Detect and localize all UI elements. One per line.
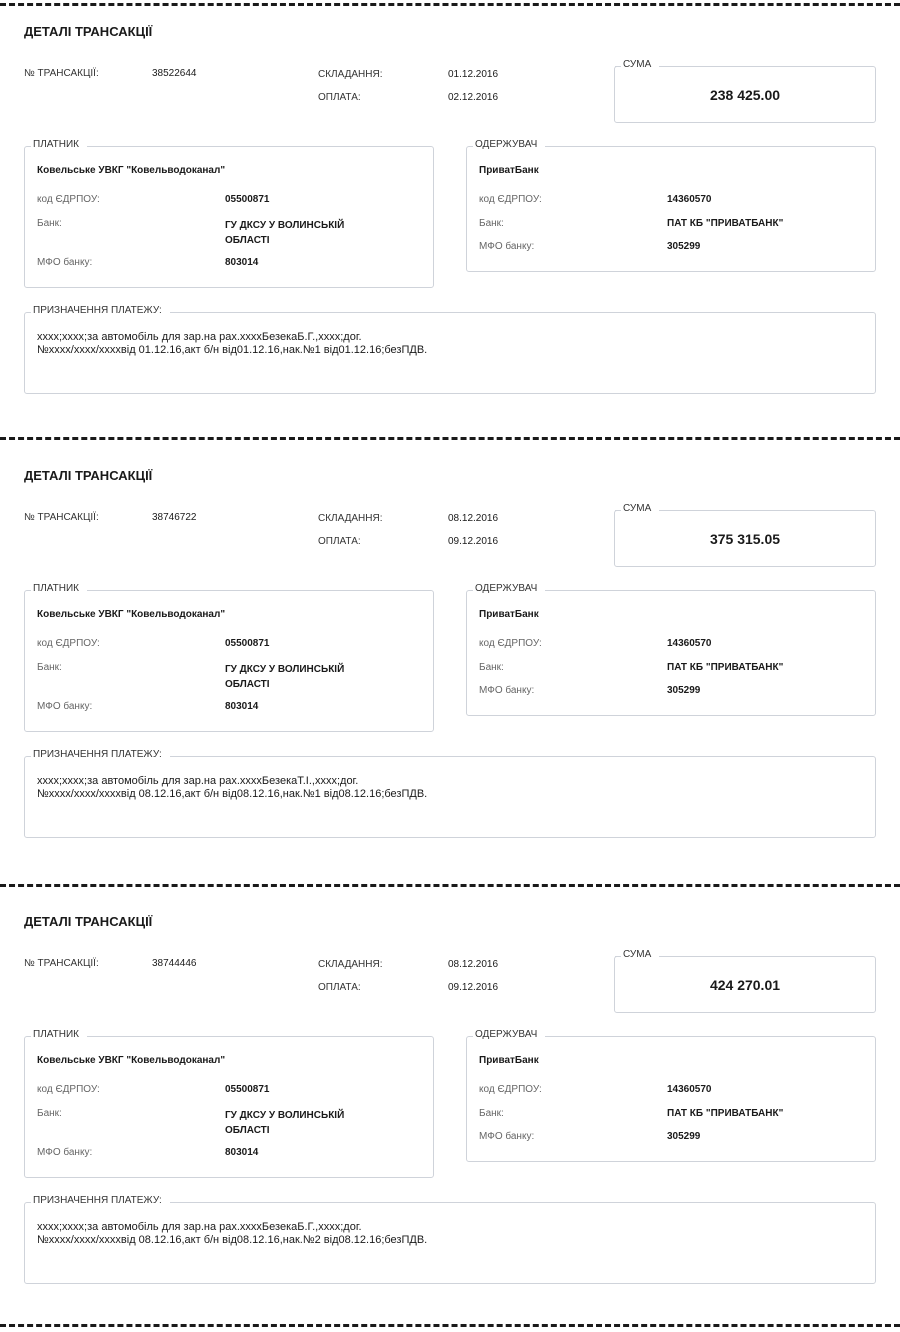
transaction-details-1 bbox=[0, 0, 900, 420]
purpose-text: xxxx;xxxx;за автомобіль для зар.на рах.xxxxБезекаБ.Г.,xxxx;дог. №xxxx/xxxx/xxxxвід 01.12.16,акт б/н від01.12.16,нак.№1 від01.12.16;безПДВ. bbox=[37, 331, 428, 356]
payer-edrpou: 05500871 bbox=[225, 638, 270, 649]
purpose-text: xxxx;xxxx;за автомобіль для зар.на рах.xxxxБезекаТ.І.,xxxx;дог. №xxxx/xxxx/xxxxвід 08.12.16,акт б/н від08.12.16,нак.№1 від08.12.16;безПДВ. bbox=[37, 775, 428, 800]
recipient-label: ОДЕРЖУВАЧ bbox=[473, 139, 545, 150]
created-label: СКЛАДАННЯ: bbox=[318, 513, 383, 524]
purpose-box bbox=[24, 1195, 876, 1284]
transaction-number-label: № ТРАНСАКЦІЇ: bbox=[24, 958, 99, 969]
transaction-title: ДЕТАЛІ ТРАНСАКЦІЇ bbox=[24, 914, 153, 929]
recipient-name: ПриватБанк bbox=[479, 1055, 539, 1066]
created-date: 08.12.2016 bbox=[448, 959, 499, 970]
paid-label: ОПЛАТА: bbox=[318, 536, 361, 547]
created-date: 08.12.2016 bbox=[448, 513, 499, 524]
purpose-text: xxxx;xxxx;за автомобіль для зар.на рах.xxxxБезекаБ.Г.,xxxx;дог. №xxxx/xxxx/xxxxвід 08.12.16,акт б/н від08.12.16,нак.№2 від08.12.16;безПДВ. bbox=[37, 1221, 428, 1246]
recipient-bank: ПАТ КБ "ПРИВАТБАНК" bbox=[667, 218, 784, 229]
recipient-mfo: 305299 bbox=[667, 241, 701, 252]
payer-edrpou: 05500871 bbox=[225, 1084, 270, 1095]
recipient-edrpou-label: код ЄДРПОУ: bbox=[479, 638, 542, 649]
amount-label: СУМА bbox=[621, 59, 659, 70]
created-label: СКЛАДАННЯ: bbox=[318, 69, 383, 80]
recipient-name: ПриватБанк bbox=[479, 609, 539, 620]
payer-bank: ГУ ДКСУ У ВОЛИНСЬКІЙ ОБЛАСТІ bbox=[225, 1110, 345, 1136]
amount-box bbox=[614, 949, 876, 1013]
payer-box bbox=[24, 583, 434, 732]
separator-dashed bbox=[0, 1324, 900, 1327]
purpose-label: ПРИЗНАЧЕННЯ ПЛАТЕЖУ: bbox=[31, 305, 170, 316]
recipient-mfo-label: МФО банку: bbox=[479, 685, 535, 696]
created-label: СКЛАДАННЯ: bbox=[318, 959, 383, 970]
paid-date: 02.12.2016 bbox=[448, 92, 499, 103]
recipient-mfo-label: МФО банку: bbox=[479, 1131, 535, 1142]
payer-label: ПЛАТНИК bbox=[31, 583, 87, 594]
transaction-number: 38746722 bbox=[152, 512, 197, 523]
transaction-details-2 bbox=[0, 444, 900, 864]
transaction-details-3 bbox=[0, 890, 900, 1310]
amount-label: СУМА bbox=[621, 949, 659, 960]
payer-name: Ковельське УВКГ "Ковельводоканал" bbox=[37, 1055, 226, 1066]
paid-date: 09.12.2016 bbox=[448, 982, 499, 993]
transaction-title: ДЕТАЛІ ТРАНСАКЦІЇ bbox=[24, 24, 153, 39]
purpose-box bbox=[24, 305, 876, 394]
paid-label: ОПЛАТА: bbox=[318, 92, 361, 103]
transaction-number-label: № ТРАНСАКЦІЇ: bbox=[24, 512, 99, 523]
recipient-edrpou: 14360570 bbox=[667, 194, 712, 205]
recipient-bank-label: Банк: bbox=[479, 662, 504, 673]
amount-label: СУМА bbox=[621, 503, 659, 514]
separator-dashed bbox=[0, 884, 900, 887]
recipient-bank-label: Банк: bbox=[479, 1108, 504, 1119]
recipient-mfo-label: МФО банку: bbox=[479, 241, 535, 252]
created-date: 01.12.2016 bbox=[448, 69, 499, 80]
payer-mfo-label: МФО банку: bbox=[37, 701, 93, 712]
payer-bank: ГУ ДКСУ У ВОЛИНСЬКІЙ ОБЛАСТІ bbox=[225, 220, 345, 246]
recipient-bank: ПАТ КБ "ПРИВАТБАНК" bbox=[667, 1108, 784, 1119]
transaction-number: 38744446 bbox=[152, 958, 197, 969]
payer-label: ПЛАТНИК bbox=[31, 1029, 87, 1040]
payer-box bbox=[24, 1029, 434, 1178]
amount-value: 424 270.01 bbox=[709, 977, 781, 993]
payer-bank-label: Банк: bbox=[37, 218, 62, 229]
purpose-label: ПРИЗНАЧЕННЯ ПЛАТЕЖУ: bbox=[31, 749, 170, 760]
payer-mfo: 803014 bbox=[225, 701, 259, 712]
separator-dashed bbox=[0, 437, 900, 440]
payer-bank: ГУ ДКСУ У ВОЛИНСЬКІЙ ОБЛАСТІ bbox=[225, 664, 345, 690]
transaction-number-label: № ТРАНСАКЦІЇ: bbox=[24, 68, 99, 79]
amount-value: 375 315.05 bbox=[709, 531, 781, 547]
recipient-bank-label: Банк: bbox=[479, 218, 504, 229]
recipient-edrpou-label: код ЄДРПОУ: bbox=[479, 1084, 542, 1095]
recipient-edrpou: 14360570 bbox=[667, 1084, 712, 1095]
recipient-box bbox=[466, 139, 876, 272]
paid-date: 09.12.2016 bbox=[448, 536, 499, 547]
payer-bank-label: Банк: bbox=[37, 1108, 62, 1119]
recipient-mfo: 305299 bbox=[667, 1131, 701, 1142]
payer-name: Ковельське УВКГ "Ковельводоканал" bbox=[37, 609, 226, 620]
payer-name: Ковельське УВКГ "Ковельводоканал" bbox=[37, 165, 226, 176]
recipient-name: ПриватБанк bbox=[479, 165, 539, 176]
transaction-number: 38522644 bbox=[152, 68, 197, 79]
payer-edrpou-label: код ЄДРПОУ: bbox=[37, 194, 100, 205]
paid-label: ОПЛАТА: bbox=[318, 982, 361, 993]
amount-value: 238 425.00 bbox=[709, 87, 781, 103]
recipient-box bbox=[466, 583, 876, 716]
purpose-box bbox=[24, 749, 876, 838]
recipient-label: ОДЕРЖУВАЧ bbox=[473, 1029, 545, 1040]
payer-edrpou-label: код ЄДРПОУ: bbox=[37, 638, 100, 649]
payer-mfo-label: МФО банку: bbox=[37, 1147, 93, 1158]
transaction-title: ДЕТАЛІ ТРАНСАКЦІЇ bbox=[24, 468, 153, 483]
recipient-edrpou: 14360570 bbox=[667, 638, 712, 649]
payer-mfo-label: МФО банку: bbox=[37, 257, 93, 268]
payer-box bbox=[24, 139, 434, 288]
amount-box bbox=[614, 503, 876, 567]
recipient-edrpou-label: код ЄДРПОУ: bbox=[479, 194, 542, 205]
payer-mfo: 803014 bbox=[225, 1147, 259, 1158]
recipient-bank: ПАТ КБ "ПРИВАТБАНК" bbox=[667, 662, 784, 673]
payer-label: ПЛАТНИК bbox=[31, 139, 87, 150]
recipient-box bbox=[466, 1029, 876, 1162]
payer-mfo: 803014 bbox=[225, 257, 259, 268]
payer-edrpou-label: код ЄДРПОУ: bbox=[37, 1084, 100, 1095]
recipient-label: ОДЕРЖУВАЧ bbox=[473, 583, 545, 594]
amount-box bbox=[614, 59, 876, 123]
recipient-mfo: 305299 bbox=[667, 685, 701, 696]
payer-bank-label: Банк: bbox=[37, 662, 62, 673]
purpose-label: ПРИЗНАЧЕННЯ ПЛАТЕЖУ: bbox=[31, 1195, 170, 1206]
payer-edrpou: 05500871 bbox=[225, 194, 270, 205]
